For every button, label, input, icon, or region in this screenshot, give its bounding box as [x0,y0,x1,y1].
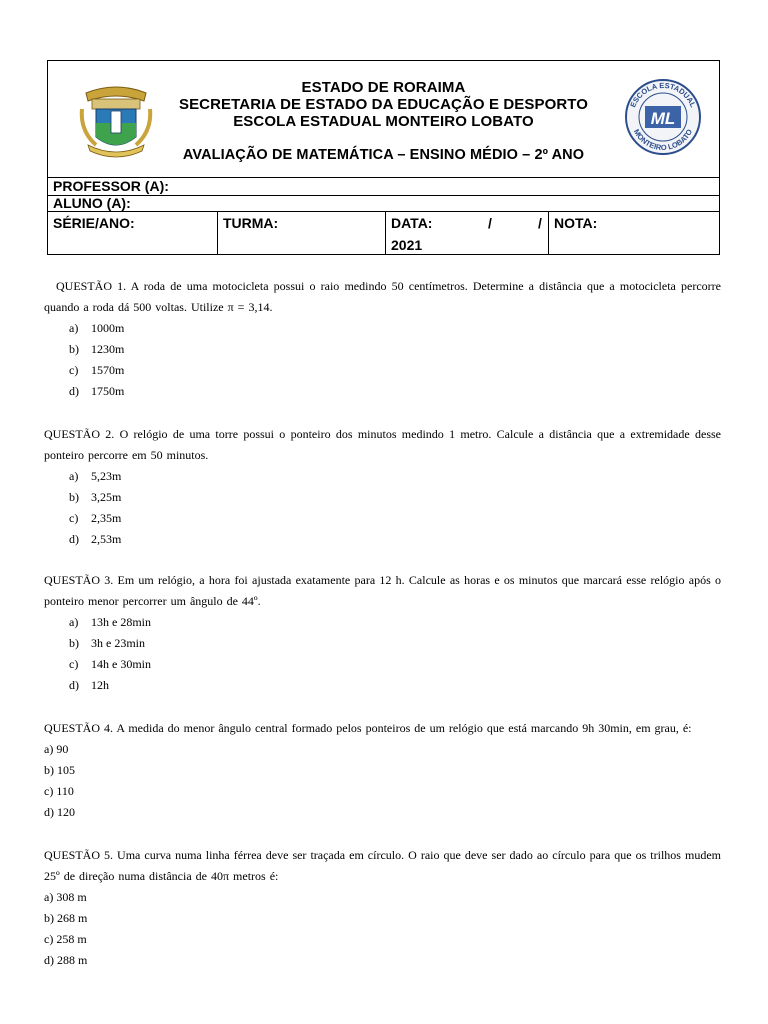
options-list [44,612,721,696]
header-title-block [48,61,719,178]
option-c [44,508,721,529]
logo-initials: ML [650,109,676,128]
question-1 [44,276,721,402]
option-b: b) 268 m [44,911,88,925]
options-list [44,318,721,402]
logo-ring-top-text: ESCOLA ESTADUAL [628,80,698,109]
header-state: ESTADO DE RORAIMA [301,79,466,96]
question-3 [44,570,721,696]
option-a [44,466,721,487]
option-b [44,339,721,360]
grade-cell [48,212,218,254]
option-letter: a) [69,469,79,483]
option-value: 1570m [91,363,125,377]
question-text: QUESTÃO 4. A medida do menor ângulo central formado pelos ponteiros de um relógio que está marcando 9h 30min, em grau, é: [44,721,692,735]
class-cell [218,212,386,254]
option-value: 13h e 28min [91,615,151,629]
option-value: 2,35m [91,511,122,525]
option-value: 1230m [91,342,125,356]
option-value: 14h e 30min [91,657,151,671]
option-letter: c) [69,363,79,377]
question-5 [44,845,721,971]
option-d [44,529,721,550]
option-letter: a) [69,321,79,335]
date-separator: / [538,215,542,231]
option-b [44,633,721,654]
class-label: TURMA: [223,215,279,231]
question-text: QUESTÃO 1. A roda de uma motocicleta possui o raio medindo 50 centímetros. Determine a distância que a motocicleta percorre quando a roda dá 500 voltas. Utilize π = 3,14. [44,279,721,314]
student-label: ALUNO (A): [53,195,131,211]
date-label: DATA: [391,215,433,231]
option-d: d) 120 [44,805,75,819]
question-text: QUESTÃO 2. O relógio de uma torre possui o ponteiro dos minutos medindo 1 metro. Calcule a distância que a extremidade desse ponteiro percorre em 50 minutos. [44,427,721,462]
option-letter: a) [69,615,79,629]
options-list [44,739,721,823]
option-d: d) 288 m [44,953,88,967]
option-d [44,381,721,402]
option-letter: d) [69,678,79,692]
option-c [44,654,721,675]
option-value: 3h e 23min [91,636,145,650]
option-letter: d) [69,384,79,398]
option-value: 1000m [91,321,125,335]
score-label: NOTA: [554,215,598,231]
option-value: 1750m [91,384,125,398]
option-c: c) 258 m [44,932,87,946]
date-cell [386,212,549,254]
option-letter: b) [69,490,79,504]
option-b: b) 105 [44,763,75,777]
question-4 [44,718,721,823]
logo-ring-bottom-text: MONTEIRO LOBATO [631,127,695,153]
question-text: QUESTÃO 5. Uma curva numa linha férrea deve ser traçada em círculo. O raio que deve ser dado ao círculo para que os trilhos mudem 25º de direção numa distância de 40π metros é: [44,848,721,883]
student-row [48,196,719,212]
option-value: 12h [91,678,109,692]
class-info-row [48,212,719,254]
options-list [44,887,721,971]
question-2 [44,424,721,550]
option-letter: b) [69,636,79,650]
header-school: ESCOLA ESTADUAL MONTEIRO LOBATO [233,113,534,130]
option-letter: d) [69,532,79,546]
option-value: 2,53m [91,532,122,546]
professor-row [48,177,719,196]
options-list [44,466,721,550]
option-letter: b) [69,342,79,356]
date-separator: / [488,215,492,231]
option-a: a) 308 m [44,890,87,904]
school-logo-icon [623,78,703,156]
grade-label: SÉRIE/ANO: [53,215,135,231]
header-exam-title: AVALIAÇÃO DE MATEMÁTICA – ENSINO MÉDIO – 2º ANO [182,147,585,163]
option-a [44,612,721,633]
option-value: 3,25m [91,490,122,504]
option-letter: c) [69,511,79,525]
option-c [44,360,721,381]
option-a [44,318,721,339]
header-secretariat: SECRETARIA DE ESTADO DA EDUCAÇÃO E DESPORTO [178,96,589,113]
exam-header [47,60,720,255]
grade-score-cell [549,212,719,254]
professor-label: PROFESSOR (A): [53,178,169,194]
date-year: 2021 [391,237,423,253]
option-a: a) 90 [44,742,69,756]
option-d [44,675,721,696]
option-letter: c) [69,657,79,671]
option-b [44,487,721,508]
question-text: QUESTÃO 3. Em um relógio, a hora foi ajustada exatamente para 12 h. Calcule as horas e os minutos que marcará esse relógio após o ponteiro menor percorrer um ângulo de 44º. [44,573,721,608]
option-c: c) 110 [44,784,74,798]
option-value: 5,23m [91,469,122,483]
